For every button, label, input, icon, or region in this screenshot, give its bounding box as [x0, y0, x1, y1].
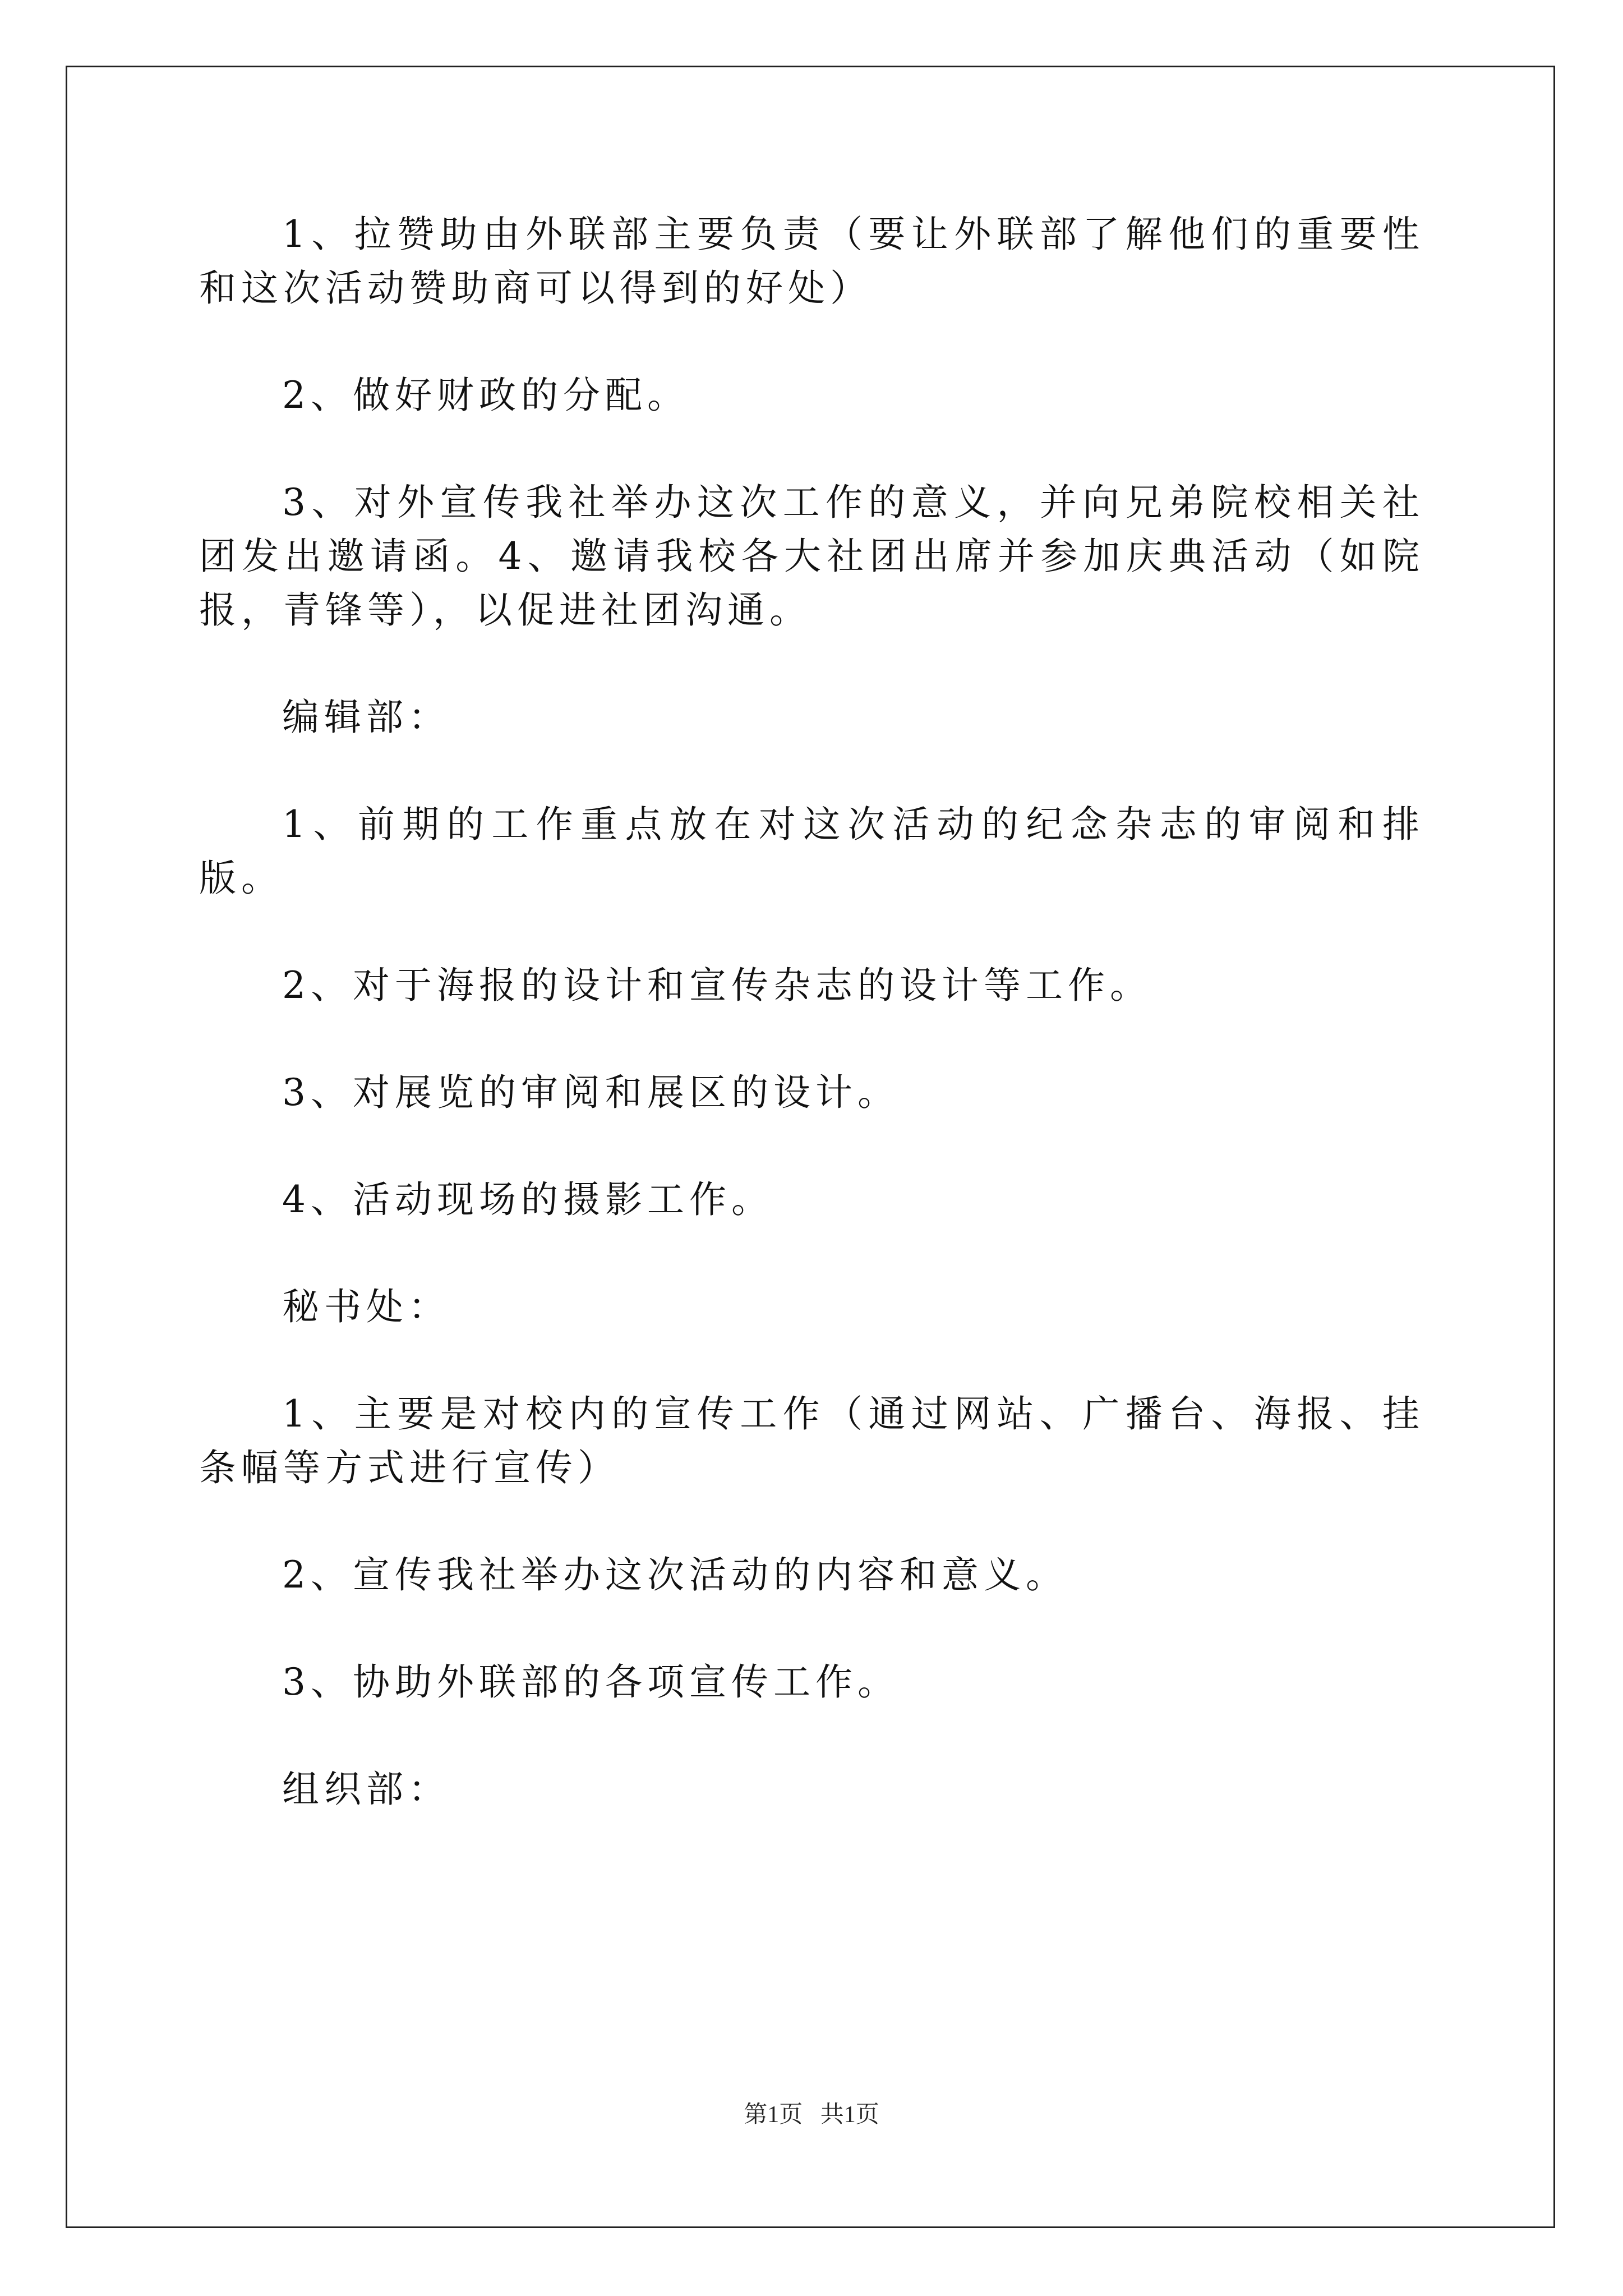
paragraph-publicity-invitation: 3、对外宣传我社举办这次工作的意义，并向兄弟院校相关社团发出邀请函。4、邀请我校各大社团出席并参加庆典活动（如院报，青锋等），以促进社团沟通。: [199, 481, 1424, 632]
paragraph-secretariat-2: 2、宣传我社举办这次活动的内容和意义。: [282, 1553, 1068, 1596]
document-body: [199, 208, 1424, 1816]
heading-organization-dept: 组织部：: [282, 1768, 450, 1811]
paragraph-editorial-2: 2、对于海报的设计和宣传杂志的设计等工作。: [282, 964, 1152, 1007]
paragraph-editorial-1: 1、前期的工作重点放在对这次活动的纪念杂志的审阅和排版。: [199, 803, 1424, 900]
paragraph-editorial-3: 3、对展览的审阅和展区的设计。: [282, 1071, 900, 1114]
paragraph-sponsorship: 1、拉赞助由外联部主要负责（要让外联部了解他们的重要性和这次活动赞助商可以得到的好处）: [199, 213, 1424, 310]
heading-editorial-dept: 编辑部：: [282, 696, 450, 739]
paragraph-secretariat-3: 3、协助外联部的各项宣传工作。: [282, 1660, 900, 1704]
paragraph-secretariat-1: 1、主要是对校内的宣传工作（通过网站、广播台、海报、挂条幅等方式进行宣传）: [199, 1392, 1424, 1489]
paragraph-editorial-4: 4、活动现场的摄影工作。: [282, 1178, 773, 1221]
page-number-footer: 第1页 共1页: [744, 2102, 879, 2128]
heading-secretariat: 秘书处：: [282, 1285, 450, 1328]
paragraph-finance: 2、做好财政的分配。: [282, 374, 689, 417]
